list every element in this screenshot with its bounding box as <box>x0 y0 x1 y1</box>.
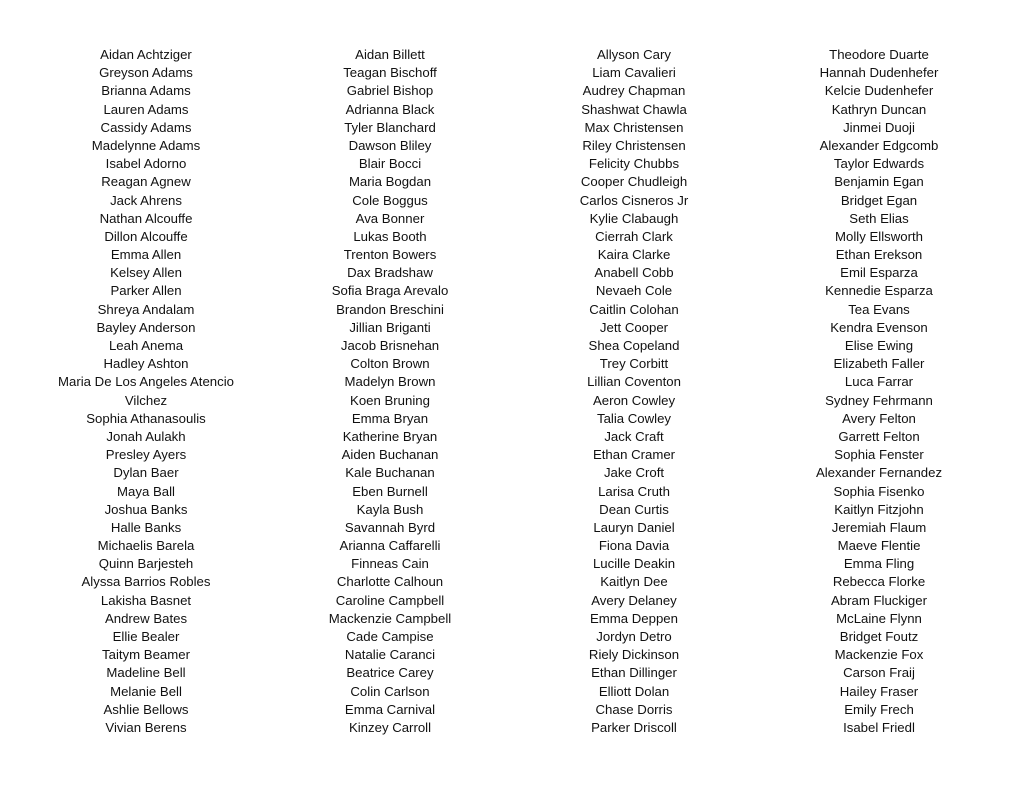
name-entry: Trey Corbitt <box>599 356 669 372</box>
name-entry: Kendra Evenson <box>830 319 928 335</box>
name-entry: Lucille Deakin <box>592 556 676 572</box>
name-entry: Greyson Adams <box>99 65 193 81</box>
name-entry: Blair Bocci <box>358 156 422 172</box>
name-entry: Jett Cooper <box>599 319 669 335</box>
name-entry: Anabell Cobb <box>594 265 674 281</box>
name-entry: Caitlin Colohan <box>589 301 679 317</box>
name-entry: Ava Bonner <box>355 210 425 226</box>
name-column-4 <box>754 46 1004 737</box>
name-entry: Dean Curtis <box>599 501 669 517</box>
name-entry: Allyson Cary <box>596 47 672 62</box>
name-entry: Lauren Adams <box>103 101 189 117</box>
name-entry: Dax Bradshaw <box>347 265 433 281</box>
name-entry: Riely Dickinson <box>588 647 680 663</box>
name-entry: Rebecca Florke <box>832 574 926 590</box>
name-entry: Seth Elias <box>849 210 909 226</box>
name-entry: Jeremiah Flaum <box>831 519 927 535</box>
name-column-3 <box>509 46 759 737</box>
name-entry: Andrew Bates <box>104 610 188 626</box>
name-entry: Colton Brown <box>350 356 430 372</box>
name-entry: Luca Farrar <box>844 374 914 390</box>
name-entry: Hailey Fraser <box>839 683 919 699</box>
name-entry: Molly Ellsworth <box>835 228 923 244</box>
name-entry: Lukas Booth <box>353 228 427 244</box>
name-entry: Theodore Duarte <box>829 47 929 62</box>
name-entry: Adrianna Black <box>345 101 435 117</box>
name-entry: Tyler Blanchard <box>344 119 436 135</box>
name-column-2 <box>265 46 515 737</box>
name-entry: Jake Croft <box>603 465 665 481</box>
name-entry: Sophia Athanasoulis <box>86 410 206 426</box>
name-entry: Lauryn Daniel <box>593 519 675 535</box>
name-entry: Nathan Alcouffe <box>99 210 193 226</box>
name-entry: Koen Bruning <box>350 392 430 408</box>
name-entry: Alyssa Barrios Robles <box>81 574 211 590</box>
name-entry: Dillon Alcouffe <box>104 228 188 244</box>
name-entry: Madelyn Brown <box>344 374 436 390</box>
name-entry: Emma Bryan <box>351 410 429 426</box>
name-entry: Bridget Foutz <box>839 629 919 644</box>
name-entry: Dylan Baer <box>113 465 179 481</box>
name-entry: Arianna Caffarelli <box>339 538 441 554</box>
name-entry: Sofia Braga Arevalo <box>331 283 449 299</box>
name-entry: Emma Allen <box>110 247 182 263</box>
name-entry: Tea Evans <box>848 301 910 317</box>
name-entry: Elizabeth Faller <box>833 356 925 372</box>
name-entry: Brandon Breschini <box>336 301 444 317</box>
name-entry: Carlos Cisneros Jr <box>579 192 689 208</box>
name-entry: Ashlie Bellows <box>103 701 189 717</box>
name-entry: Felicity Chubbs <box>588 156 680 172</box>
name-entry: Avery Felton <box>842 410 916 426</box>
name-entry: Emil Esparza <box>840 265 918 281</box>
name-entry: Bayley Anderson <box>96 319 196 335</box>
name-entry: Eben Burnell <box>352 483 428 499</box>
name-entry: Emma Deppen <box>590 610 678 626</box>
name-entry: Audrey Chapman <box>582 83 686 99</box>
name-entry: Dawson Bliley <box>348 137 432 153</box>
name-entry: Maeve Flentie <box>837 538 921 554</box>
name-entry: Melanie Bell <box>110 683 182 699</box>
name-entry: Maya Ball <box>117 483 175 499</box>
name-entry: Kaitlyn Dee <box>600 574 668 590</box>
name-entry: Savannah Byrd <box>344 519 436 535</box>
name-entry: Jillian Briganti <box>349 319 431 335</box>
name-entry: Kaitlyn Fitzjohn <box>834 501 924 517</box>
name-entry: Ethan Erekson <box>835 247 923 263</box>
name-entry: Maria Bogdan <box>348 174 432 190</box>
name-entry: Kelcie Dudenhefer <box>824 83 934 99</box>
name-list-page <box>0 46 1024 746</box>
name-entry: Hannah Dudenhefer <box>819 65 939 81</box>
name-entry: Alexander Fernandez <box>815 465 943 481</box>
name-entry: Kaira Clarke <box>597 247 671 263</box>
name-entry: Riley Christensen <box>582 137 686 153</box>
name-entry: Vilchez <box>124 392 168 408</box>
name-entry: Cade Campise <box>346 629 434 644</box>
name-entry: Beatrice Carey <box>346 665 434 681</box>
name-entry: Sydney Fehrmann <box>825 392 933 408</box>
name-entry: Benjamin Egan <box>834 174 924 190</box>
name-entry: Isabel Adorno <box>105 156 187 172</box>
name-entry: Abram Fluckiger <box>830 592 927 608</box>
name-entry: Shashwat Chawla <box>581 101 687 117</box>
name-entry: Cooper Chudleigh <box>580 174 688 190</box>
name-entry: Sophia Fenster <box>834 447 924 463</box>
name-entry: Jonah Aulakh <box>106 428 186 444</box>
name-entry: Cole Boggus <box>352 192 428 208</box>
name-entry: Charlotte Calhoun <box>336 574 444 590</box>
name-entry: Halle Banks <box>110 519 182 535</box>
name-entry: Madeline Bell <box>106 665 186 681</box>
name-entry: Garrett Felton <box>838 428 920 444</box>
name-entry: Chase Dorris <box>595 701 673 717</box>
name-entry: Emma Carnival <box>344 701 436 717</box>
name-entry: Maria De Los Angeles Atencio <box>58 374 234 390</box>
name-entry: Kennedie Esparza <box>825 283 933 299</box>
name-entry: Lakisha Basnet <box>100 592 192 608</box>
name-entry: Natalie Caranci <box>344 647 436 663</box>
name-entry: Ethan Cramer <box>592 447 676 463</box>
name-entry: Trenton Bowers <box>343 247 437 263</box>
name-entry: Aidan Achtziger <box>100 47 192 62</box>
name-entry: Max Christensen <box>584 119 684 135</box>
name-entry: Jack Ahrens <box>110 192 182 208</box>
name-entry: Parker Allen <box>110 283 182 299</box>
name-entry: Parker Driscoll <box>591 719 677 735</box>
name-entry: Liam Cavalieri <box>592 65 676 81</box>
name-entry: Brianna Adams <box>101 83 191 99</box>
name-entry: Reagan Agnew <box>101 174 191 190</box>
name-entry: Caroline Campbell <box>335 592 445 608</box>
name-entry: Jinmei Duoji <box>843 119 915 135</box>
name-entry: Aeron Cowley <box>592 392 676 408</box>
name-entry: Jack Craft <box>604 428 664 444</box>
name-entry: Gabriel Bishop <box>346 83 434 99</box>
name-entry: Joshua Banks <box>104 501 188 517</box>
name-entry: Jacob Brisnehan <box>340 338 440 353</box>
name-entry: Elise Ewing <box>844 338 914 353</box>
name-entry: Talia Cowley <box>596 410 672 426</box>
name-entry: Sophia Fisenko <box>833 483 925 499</box>
name-entry: Ellie Bealer <box>112 629 180 644</box>
name-entry: Kathryn Duncan <box>831 101 927 117</box>
name-entry: Michaelis Barela <box>97 538 195 554</box>
name-entry: Taylor Edwards <box>833 156 925 172</box>
name-entry: Nevaeh Cole <box>595 283 673 299</box>
name-entry: Cassidy Adams <box>100 119 192 135</box>
name-entry: Kayla Bush <box>356 501 424 517</box>
name-entry: Finneas Cain <box>351 556 429 572</box>
name-entry: McLaine Flynn <box>836 610 922 626</box>
name-entry: Quinn Barjesteh <box>98 556 194 572</box>
name-entry: Shea Copeland <box>588 338 680 353</box>
name-entry: Katherine Bryan <box>342 428 438 444</box>
name-entry: Bridget Egan <box>840 192 918 208</box>
name-entry: Isabel Friedl <box>843 719 915 735</box>
name-entry: Aidan Billett <box>355 47 425 62</box>
name-entry: Kinzey Carroll <box>348 719 432 735</box>
name-entry: Mackenzie Fox <box>834 647 924 663</box>
name-entry: Fiona Davia <box>598 538 670 554</box>
name-entry: Kylie Clabaugh <box>589 210 679 226</box>
name-entry: Emma Fling <box>843 556 915 572</box>
name-column-1 <box>21 46 271 737</box>
name-entry: Hadley Ashton <box>103 356 189 372</box>
name-entry: Taitym Beamer <box>102 647 190 663</box>
name-entry: Presley Ayers <box>105 447 187 463</box>
name-entry: Emily Frech <box>844 701 914 717</box>
name-entry: Carson Fraij <box>843 665 915 681</box>
name-entry: Madelynne Adams <box>91 137 201 153</box>
name-entry: Larisa Cruth <box>598 483 670 499</box>
name-entry: Shreya Andalam <box>97 301 195 317</box>
name-entry: Jordyn Detro <box>596 629 672 644</box>
name-entry: Alexander Edgcomb <box>819 137 939 153</box>
name-entry: Ethan Dillinger <box>591 665 677 681</box>
name-entry: Elliott Dolan <box>598 683 670 699</box>
name-entry: Colin Carlson <box>350 683 430 699</box>
name-entry: Vivian Berens <box>105 719 187 735</box>
name-entry: Kelsey Allen <box>110 265 182 281</box>
name-entry: Leah Anema <box>108 338 184 353</box>
name-entry: Avery Delaney <box>591 592 677 608</box>
name-entry: Kale Buchanan <box>345 465 435 481</box>
name-entry: Teagan Bischoff <box>343 65 437 81</box>
name-entry: Mackenzie Campbell <box>328 610 452 626</box>
name-entry: Aiden Buchanan <box>341 447 439 463</box>
name-entry: Cierrah Clark <box>595 228 673 244</box>
name-entry: Lillian Coventon <box>587 374 681 390</box>
